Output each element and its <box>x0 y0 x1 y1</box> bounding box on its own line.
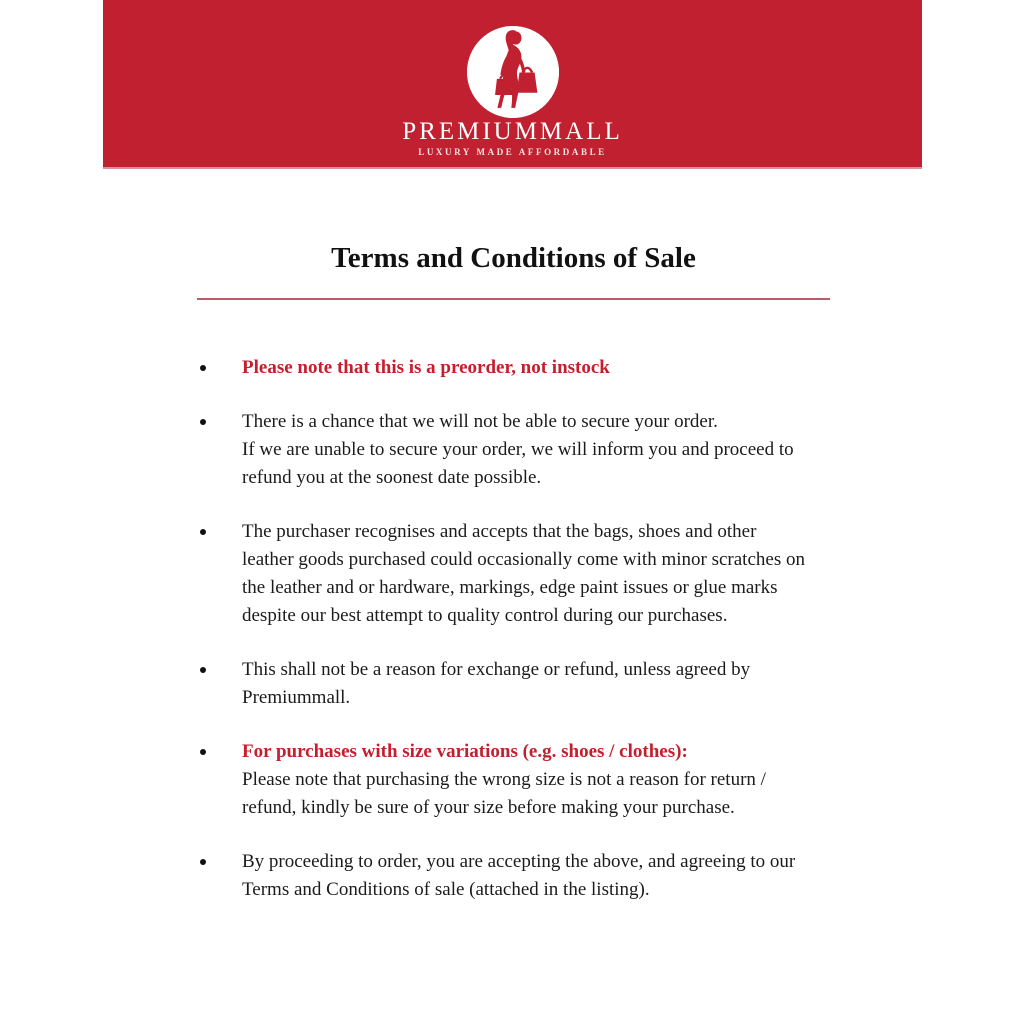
terms-document <box>197 238 830 930</box>
list-item <box>197 738 830 822</box>
list-item <box>197 354 830 382</box>
term-line: Premiummall. <box>242 687 351 708</box>
list-item <box>197 518 830 630</box>
term-line: refund you at the soonest date possible. <box>242 467 542 488</box>
term-line: despite our best attempt to quality control during our purchases. <box>242 605 728 626</box>
brand-banner <box>103 0 922 169</box>
term-line: refund, kindly be sure of your size before making your purchase. <box>242 797 735 818</box>
woman-with-shopping-bags-icon <box>467 26 559 118</box>
term-line: By proceeding to order, you are accepting the above, and agreeing to our <box>242 851 796 872</box>
term-line-emphasis: For purchases with size variations (e.g. shoes / clothes): <box>242 741 688 762</box>
term-line: The purchaser recognises and accepts that the bags, shoes and other <box>242 521 757 542</box>
list-item <box>197 408 830 492</box>
brand-logo <box>467 26 559 118</box>
term-line-emphasis: Please note that this is a preorder, not instock <box>242 357 610 378</box>
term-line: leather goods purchased could occasionally come with minor scratches on <box>242 549 805 570</box>
terms-list <box>197 354 830 904</box>
list-item <box>197 848 830 904</box>
title-divider <box>197 298 830 300</box>
page-title: Terms and Conditions of Sale <box>331 242 696 274</box>
term-line: If we are unable to secure your order, we will inform you and proceed to <box>242 439 794 460</box>
term-line: This shall not be a reason for exchange or refund, unless agreed by <box>242 659 751 680</box>
term-line: the leather and or hardware, markings, edge paint issues or glue marks <box>242 577 778 598</box>
term-line: There is a chance that we will not be able to secure your order. <box>242 411 718 432</box>
term-line: Please note that purchasing the wrong size is not a reason for return / <box>242 769 766 790</box>
term-line: Terms and Conditions of sale (attached in the listing). <box>242 879 650 900</box>
brand-tagline: LUXURY MADE AFFORDABLE <box>418 147 607 157</box>
brand-name: PREMIUMMALL <box>402 118 623 145</box>
list-item <box>197 656 830 712</box>
